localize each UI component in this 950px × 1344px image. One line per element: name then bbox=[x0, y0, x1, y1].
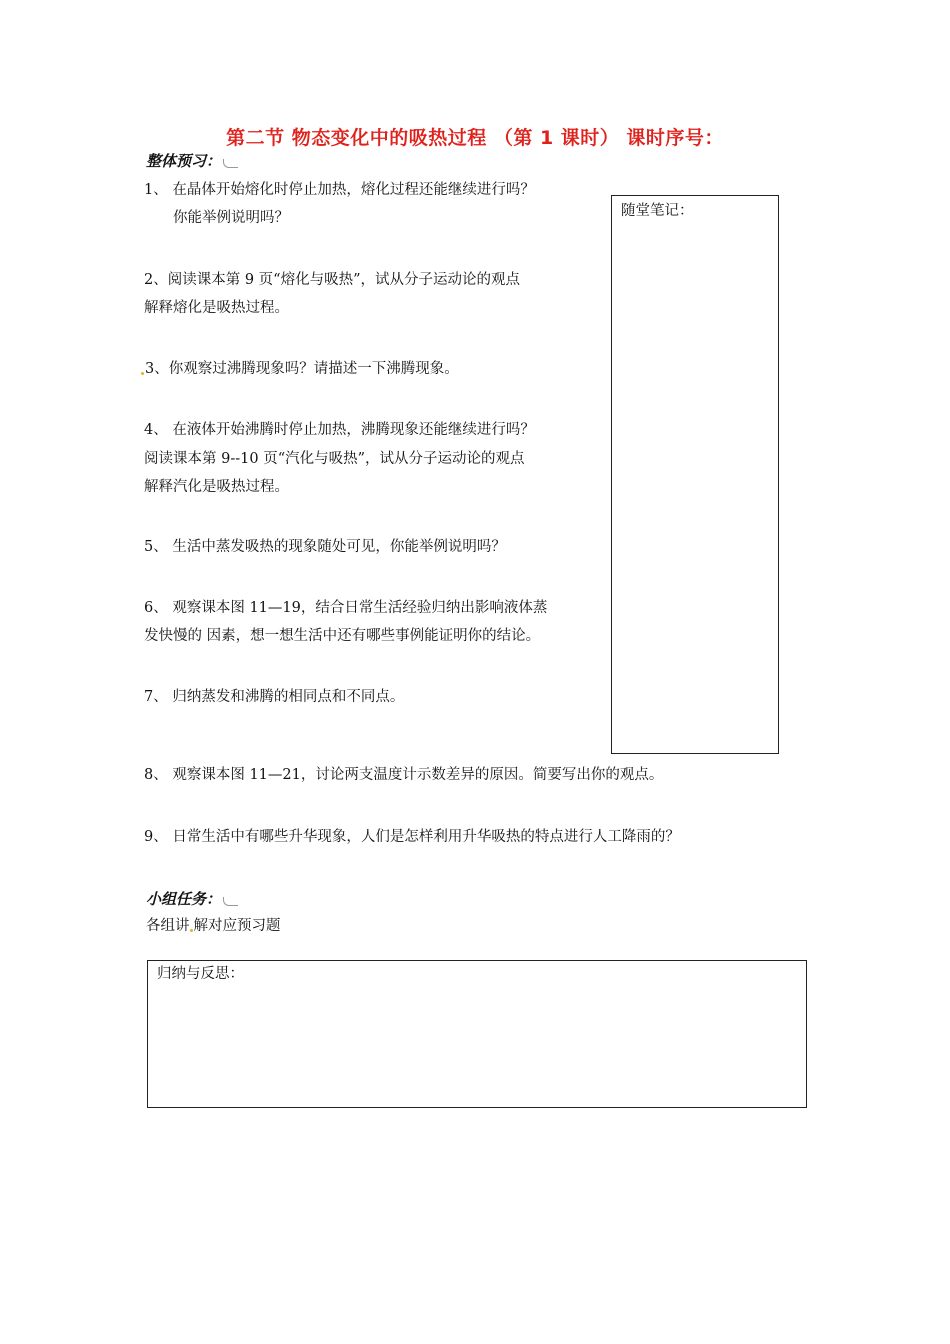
question-5-line-1: 5、 生活中蒸发吸热的现象随处可见，你能举例说明吗？ bbox=[144, 539, 506, 555]
question-2-line-1: 2、阅读课本第 9 页“熔化与吸热”，试从分子运动论的观点 bbox=[144, 272, 520, 288]
question-3-text: 3、你观察过沸腾现象吗？请描述一下沸腾现象。 bbox=[145, 361, 459, 377]
group-heading bbox=[146, 888, 238, 909]
annotation-dot bbox=[141, 372, 144, 375]
question-4-line-1: 4、 在液体开始沸腾时停止加热，沸腾现象还能继续进行吗？ bbox=[144, 422, 535, 438]
question-3-line-1 bbox=[141, 359, 459, 379]
page-title: 第二节 物态变化中的吸热过程 （第 1 课时） 课时序号： bbox=[226, 127, 724, 149]
group-task-text bbox=[146, 916, 281, 936]
notes-box[interactable] bbox=[611, 195, 779, 754]
preview-heading bbox=[146, 150, 238, 171]
question-6-line-2: 发快慢的 因素，想一想生活中还有哪些事例能证明你的结论。 bbox=[144, 628, 541, 644]
question-8-line-1: 8、 观察课本图 11—21，讨论两支温度计示数差异的原因。简要写出你的观点。 bbox=[144, 767, 664, 783]
notes-label: 随堂笔记： bbox=[621, 203, 694, 219]
reflection-box[interactable] bbox=[147, 960, 807, 1108]
preview-heading-text: 整体预习： bbox=[146, 152, 222, 170]
question-2-line-2: 解释熔化是吸热过程。 bbox=[144, 300, 289, 316]
question-7-line-1: 7、 归纳蒸发和沸腾的相同点和不同点。 bbox=[144, 689, 405, 705]
group-task-text-part-2: 解对应预习题 bbox=[193, 918, 281, 934]
reflection-label: 归纳与反思： bbox=[157, 966, 244, 982]
group-task-text-part-1: 各组讲 bbox=[146, 918, 190, 934]
annotation-dot bbox=[190, 929, 193, 932]
group-heading-text: 小组任务： bbox=[146, 890, 222, 908]
question-1-line-1: 1、 在晶体开始熔化时停止加热，熔化过程还能继续进行吗？ bbox=[144, 182, 535, 198]
question-4-line-2: 阅读课本第 9--10 页“汽化与吸热”，试从分子运动论的观点 bbox=[144, 451, 525, 467]
heading-underline-mark bbox=[223, 159, 238, 168]
question-4-line-3: 解释汽化是吸热过程。 bbox=[144, 479, 289, 495]
heading-underline-mark bbox=[223, 897, 238, 906]
question-9-line-1: 9、 日常生活中有哪些升华现象，人们是怎样利用升华吸热的特点进行人工降雨的？ bbox=[144, 829, 680, 845]
question-1-line-2: 你能举例说明吗？ bbox=[173, 210, 289, 226]
question-6-line-1: 6、 观察课本图 11—19，结合日常生活经验归纳出影响液体蒸 bbox=[144, 600, 548, 616]
